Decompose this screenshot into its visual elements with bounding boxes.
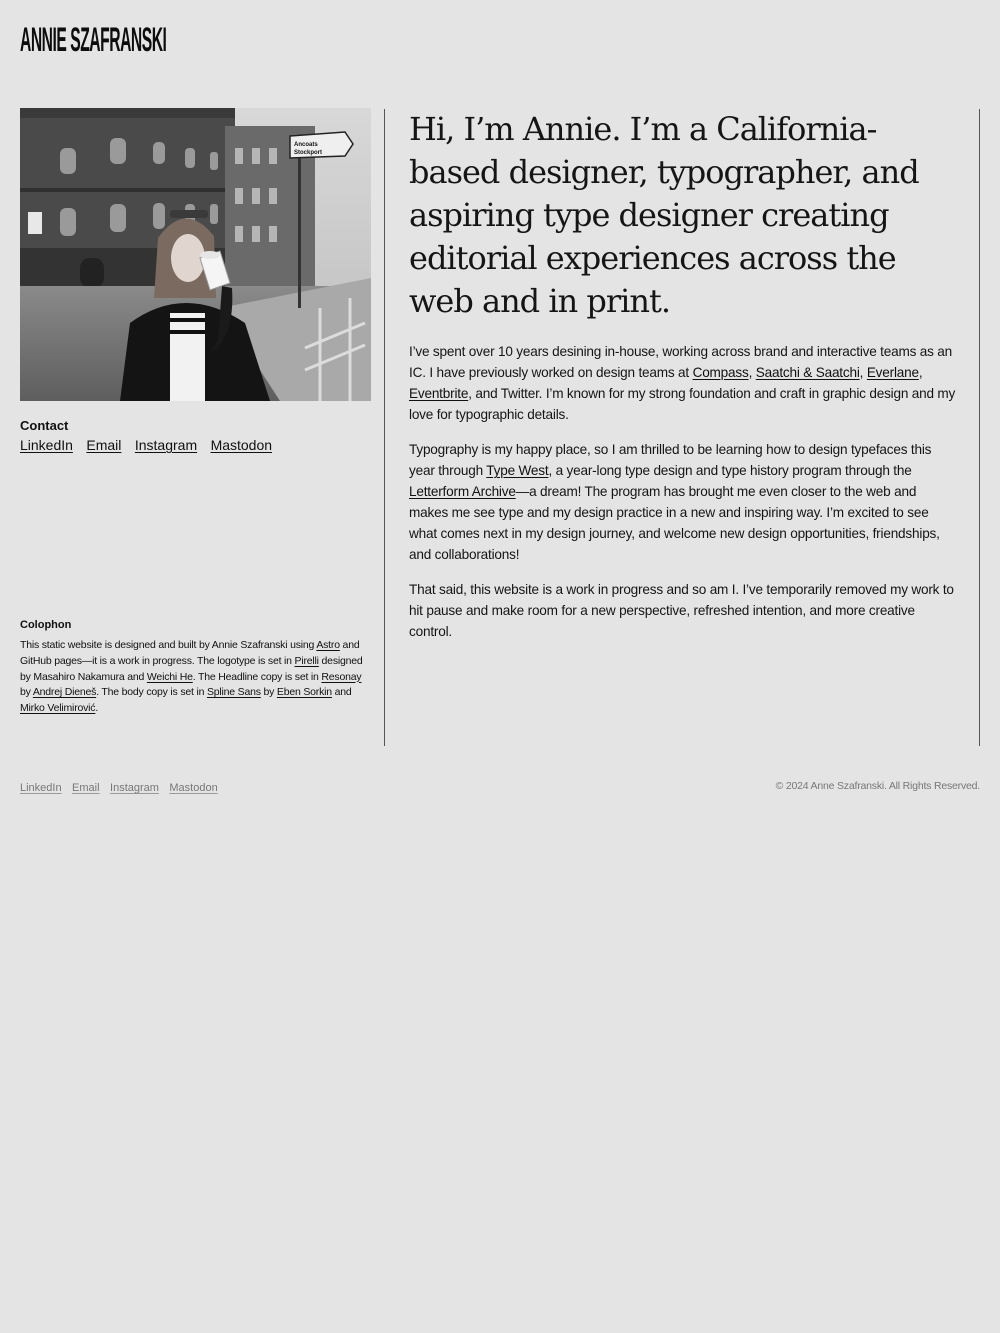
- colophon-heading: Colophon: [20, 619, 72, 631]
- intro-section: [409, 108, 957, 656]
- intro-paragraph-3: That said, this website is a work in progress and so am I. I’ve temporarily removed my work to hit pause and make room for a new perspective, refreshed intention, and more creative control.: [409, 582, 954, 639]
- footer-link-instagram[interactable]: Instagram: [110, 782, 159, 794]
- street-sign-text-2: Stockport: [294, 150, 323, 156]
- link-spline-sans[interactable]: Spline Sans: [206, 686, 261, 699]
- link-pirelli[interactable]: Pirelli: [294, 654, 319, 667]
- intro-paragraph-1: I’ve spent over 10 years desining in-house, working across brand and interactive teams as an IC. I have previously worked on design teams at Compass, Saatchi & Saatchi, Everlane, Eventbrite, and Twitter. I’m known for my strong foundation and craft in graphic design and my love for typographic details.: [409, 344, 956, 422]
- link-mirko-velimirovic[interactable]: Mirko Velimirović: [20, 702, 96, 715]
- link-weichi-he[interactable]: Weichi He: [146, 670, 193, 683]
- footer-link-linkedin[interactable]: LinkedIn: [20, 782, 62, 794]
- link-compass[interactable]: Compass: [692, 365, 749, 380]
- link-andrej-dienes[interactable]: Andrej Dieneš: [32, 686, 97, 699]
- link-letterform-archive[interactable]: Letterform Archive: [409, 484, 516, 499]
- intro-paragraph-2: Typography is my happy place, so I am thrilled to be learning how to design typefaces this year through Type West, a year-long type design and type history program through the Letterform Archive—a dream! The program has brought me even closer to the web and makes me see type and my design practice in a new and inspiring way. I’m excited to see what comes next in my design journey, and welcome new design opportunities, friendships, and collaborations!: [409, 442, 940, 562]
- colophon-section: [20, 618, 372, 717]
- footer-link-mastodon[interactable]: Mastodon: [169, 782, 218, 794]
- street-sign-text: Ancoats: [294, 142, 318, 148]
- link-astro[interactable]: Astro: [316, 639, 340, 651]
- footer-link-email[interactable]: Email: [72, 782, 100, 794]
- copyright-text: © 2024 Anne Szafranski. All Rights Reserved.: [775, 780, 980, 792]
- contact-link-email[interactable]: Email: [86, 437, 122, 453]
- contact-section: [20, 418, 370, 455]
- footer-links: [20, 778, 224, 796]
- headline: Hi, I’m Annie. I’m a California-based designer, typographer, and aspiring type designer creating editorial experiences across the web and in print.: [409, 110, 919, 320]
- site-logo[interactable]: [20, 20, 167, 60]
- link-eben-sorkin[interactable]: Eben Sorkin: [276, 686, 332, 699]
- contact-link-instagram[interactable]: Instagram: [134, 437, 198, 453]
- link-type-west[interactable]: Type West: [486, 463, 549, 478]
- profile-photo: [20, 108, 371, 401]
- contact-links: [20, 436, 370, 455]
- link-saatchi[interactable]: Saatchi & Saatchi: [755, 365, 860, 380]
- contact-heading: Contact: [20, 418, 69, 433]
- column-divider-left: [384, 109, 385, 746]
- link-everlane[interactable]: Everlane: [866, 365, 919, 380]
- link-resonay[interactable]: Resonay: [321, 670, 362, 683]
- column-divider-right: [979, 109, 980, 746]
- colophon-text: This static website is designed and built by Annie Szafranski using Astro and GitHub pages—it is a work in progress. The logotype is set in Pirelli designed by Masahiro Nakamura and Weichi He. The Headline copy is set in Resonay by Andrej Dieneš. The body copy is set in Spline Sans by Eben Sorkin and Mirko Velimirović.: [20, 639, 363, 715]
- link-eventbrite[interactable]: Eventbrite: [409, 386, 469, 401]
- contact-link-linkedin[interactable]: LinkedIn: [20, 437, 73, 453]
- logo-text: ANNIE SZAFRANSKI: [20, 21, 167, 59]
- contact-link-mastodon[interactable]: Mastodon: [210, 437, 273, 453]
